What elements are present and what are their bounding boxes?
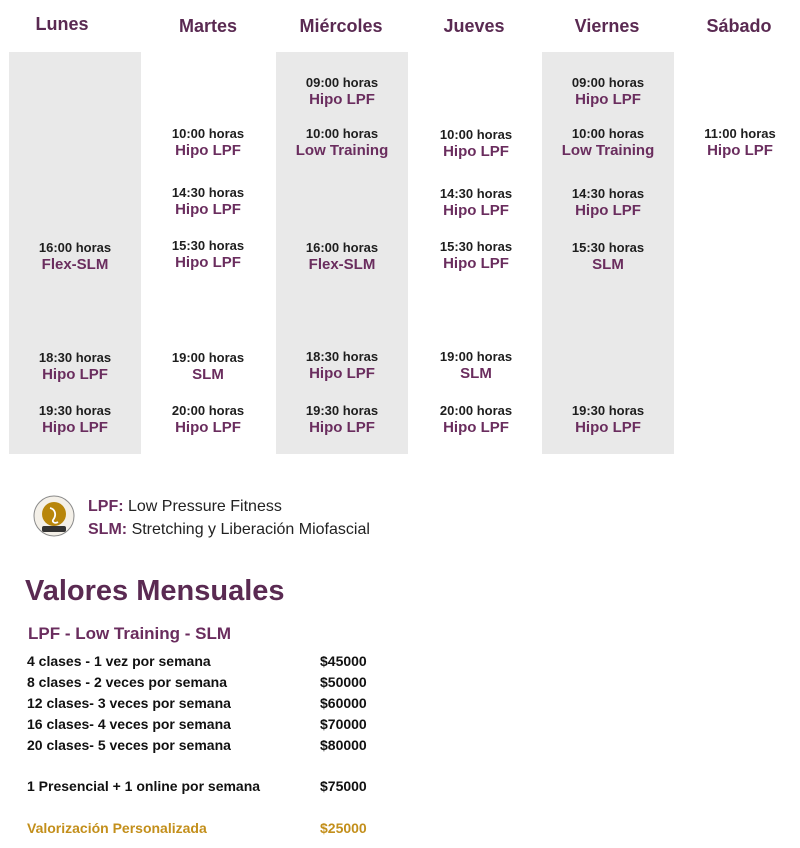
slot-time: 10:00 horas <box>571 126 645 141</box>
class-slot <box>410 185 542 219</box>
legend-lpf <box>88 495 370 518</box>
day-header-miercoles: Miércoles <box>299 16 383 36</box>
class-slot <box>542 239 674 273</box>
slot-time: 19:00 horas <box>171 350 245 365</box>
slot-time: 10:00 horas <box>171 126 245 141</box>
slot-class: SLM <box>460 365 492 382</box>
slot-class: Hipo LPF <box>443 202 509 219</box>
slot-time: 09:00 horas <box>305 75 379 90</box>
slot-time: 14:30 horas <box>171 185 245 200</box>
price-row-value: $45000 <box>320 653 367 669</box>
class-slot <box>9 239 141 273</box>
slot-time: 14:30 horas <box>439 186 513 201</box>
slot-time: 19:00 horas <box>439 349 513 364</box>
slot-time: 15:30 horas <box>571 240 645 255</box>
class-slot <box>142 184 274 218</box>
day-header-viernes: Viernes <box>574 16 640 36</box>
legend-slm <box>88 518 370 541</box>
slot-class: Hipo LPF <box>175 254 241 271</box>
class-slot <box>410 238 542 272</box>
slot-class: Hipo LPF <box>443 255 509 272</box>
price-row-label: 8 clases - 2 veces por semana <box>27 674 228 690</box>
class-slot <box>142 237 274 271</box>
slot-time: 11:00 horas <box>704 126 776 141</box>
class-slot <box>276 402 408 436</box>
slot-class: SLM <box>592 256 624 273</box>
class-slot <box>276 348 408 382</box>
slot-class: Hipo LPF <box>309 419 375 436</box>
slot-class: Hipo LPF <box>707 142 773 159</box>
slot-time: 09:00 horas <box>571 75 645 90</box>
price-row-label-highlight: Valorización Personalizada <box>27 820 207 836</box>
price-row-label: 1 Presencial + 1 online por semana <box>27 778 261 794</box>
class-slot <box>276 74 408 108</box>
legend-slm-abbr: SLM: <box>88 521 128 538</box>
slot-time: 20:00 horas <box>439 403 513 418</box>
slot-class: Low Training <box>295 142 389 159</box>
slot-time: 15:30 horas <box>171 238 245 253</box>
day-header-lunes: Lunes <box>35 14 89 34</box>
price-row-label: 12 clases- 3 veces por semana <box>27 695 231 711</box>
slot-time: 16:00 horas <box>305 240 379 255</box>
slot-class: Hipo LPF <box>309 365 375 382</box>
class-slot <box>142 125 274 159</box>
slot-time: 18:30 horas <box>38 350 112 365</box>
class-slot <box>142 402 274 436</box>
slot-time: 14:30 horas <box>571 186 645 201</box>
legend-lpf-text: Low Pressure Fitness <box>128 498 282 515</box>
slot-time: 20:00 horas <box>171 403 245 418</box>
class-slot <box>542 402 674 436</box>
slot-class: Flex-SLM <box>308 256 376 273</box>
slot-class: Hipo LPF <box>42 366 108 383</box>
slot-time: 10:00 horas <box>305 126 379 141</box>
legend-lpf-abbr: LPF: <box>88 498 124 515</box>
price-row-value: $80000 <box>320 737 367 753</box>
slot-time: 16:00 horas <box>38 240 112 255</box>
class-slot <box>276 239 408 273</box>
day-header-jueves: Jueves <box>443 16 505 36</box>
class-slot <box>142 349 274 383</box>
slot-class: Hipo LPF <box>175 419 241 436</box>
class-slot <box>542 74 674 108</box>
slot-class: Hipo LPF <box>309 91 375 108</box>
slot-class: Hipo LPF <box>175 142 241 159</box>
pricing-subtitle: LPF - Low Training - SLM <box>28 624 232 643</box>
price-row-label: 20 clases- 5 veces por semana <box>27 737 231 753</box>
price-row-value-highlight: $25000 <box>320 820 367 836</box>
class-slot <box>410 126 542 160</box>
price-row-value: $60000 <box>320 695 367 711</box>
slot-class: Hipo LPF <box>42 419 108 436</box>
class-slot <box>410 348 542 382</box>
certification-badge-icon <box>33 495 75 537</box>
slot-time: 15:30 horas <box>439 239 513 254</box>
price-row-label: 16 clases- 4 veces por semana <box>27 716 231 732</box>
class-slot <box>9 349 141 383</box>
pricing-title: Valores Mensuales <box>25 575 285 607</box>
legend <box>88 495 370 541</box>
day-header-martes: Martes <box>178 16 238 36</box>
slot-time: 18:30 horas <box>305 349 379 364</box>
class-slot <box>542 125 674 159</box>
slot-class: Flex-SLM <box>41 256 109 273</box>
slot-time: 19:30 horas <box>571 403 645 418</box>
class-slot <box>276 125 408 159</box>
slot-class: Hipo LPF <box>175 201 241 218</box>
slot-class: Hipo LPF <box>575 202 641 219</box>
class-slot <box>410 402 542 436</box>
price-row-value: $75000 <box>320 778 367 794</box>
slot-time: 10:00 horas <box>439 127 513 142</box>
day-header-sabado: Sábado <box>706 16 772 36</box>
slot-class: Low Training <box>561 142 655 159</box>
price-row-label: 4 clases - 1 vez por semana <box>27 653 211 669</box>
slot-class: Hipo LPF <box>575 419 641 436</box>
slot-class: Hipo LPF <box>443 143 509 160</box>
price-row-value: $70000 <box>320 716 367 732</box>
legend-slm-text: Stretching y Liberación Miofascial <box>131 521 370 538</box>
price-row-value: $50000 <box>320 674 367 690</box>
class-slot <box>674 125 800 159</box>
slot-class: Hipo LPF <box>575 91 641 108</box>
class-slot <box>9 402 141 436</box>
slot-time: 19:30 horas <box>38 403 112 418</box>
slot-time: 19:30 horas <box>305 403 379 418</box>
slot-class: Hipo LPF <box>443 419 509 436</box>
slot-class: SLM <box>192 366 224 383</box>
class-slot <box>542 185 674 219</box>
